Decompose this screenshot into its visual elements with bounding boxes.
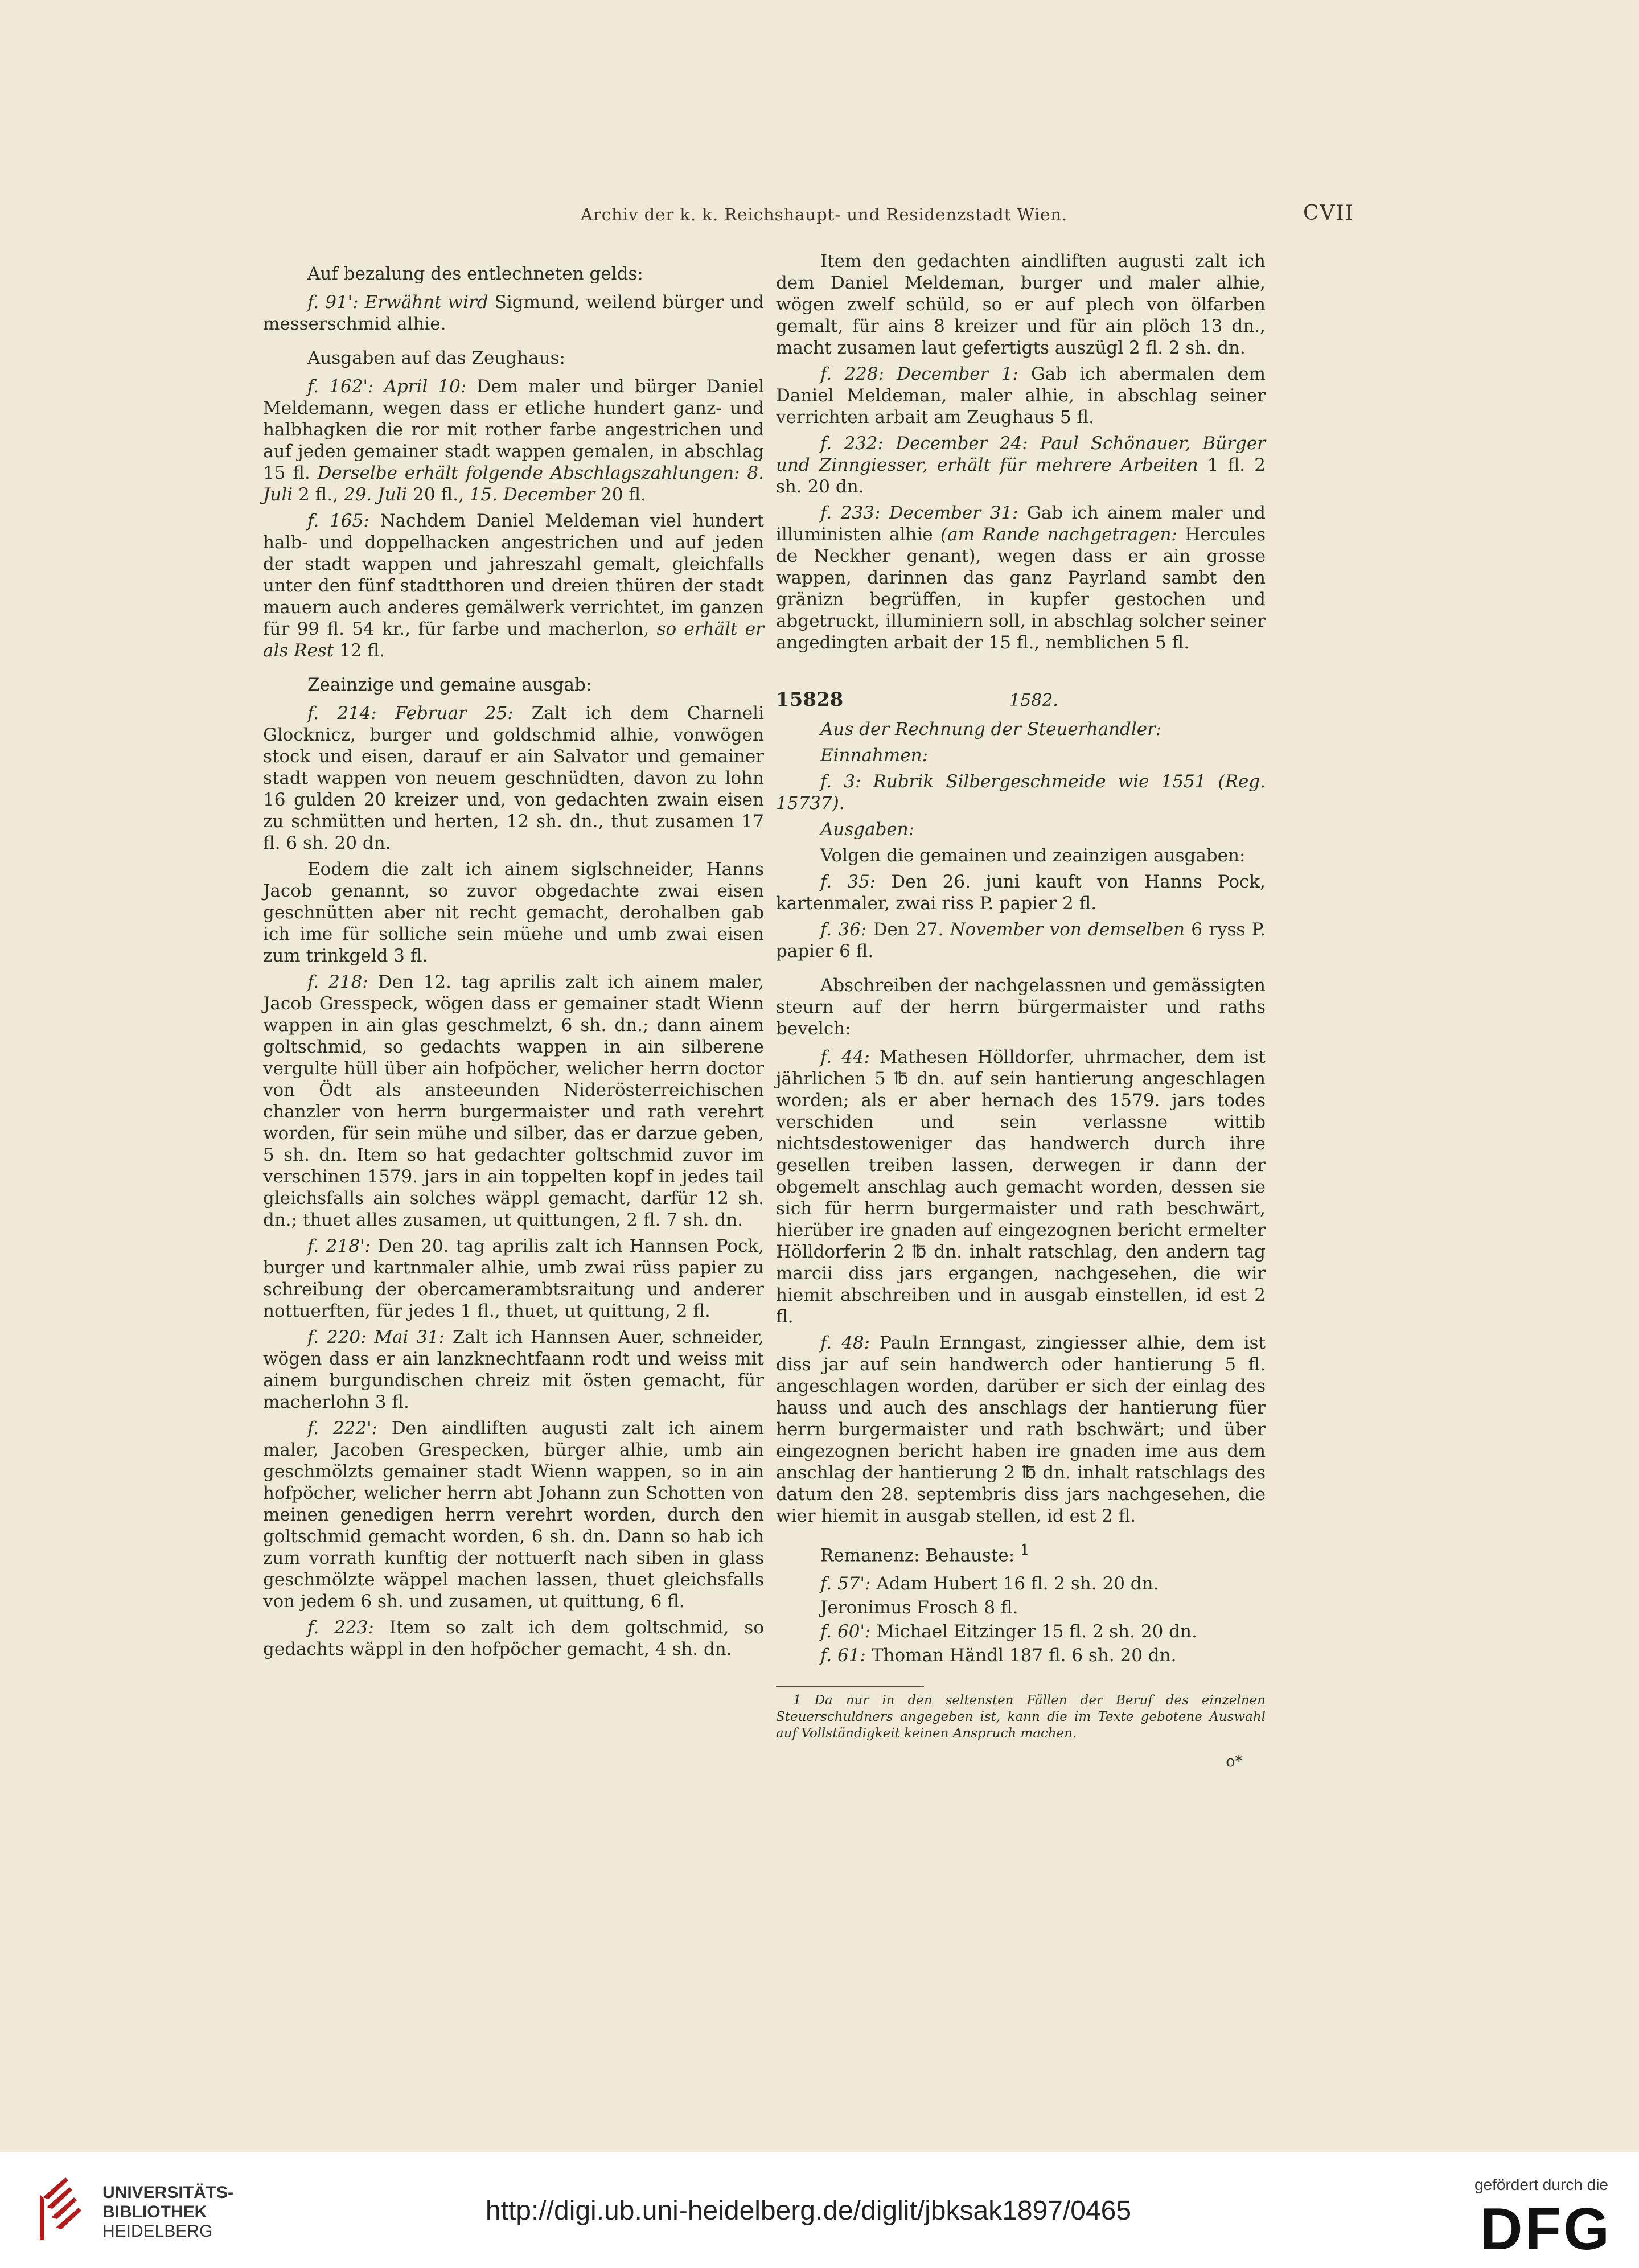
remanenz-list bbox=[820, 1573, 1266, 1666]
list-item: f. 57': Adam Hubert 16 fl. 2 sh. 20 dn. bbox=[820, 1573, 1159, 1595]
running-title: Archiv der k. k. Reichshaupt- und Residenzstadt Wien. bbox=[581, 205, 1068, 224]
paragraph: f. 233: December 31: Gab ich ainem maler und illuministen alhie (am Rande nachgetragen: Hercules de Neckher genant), wegen dass er ain grosse wappen, darinnen das ganz Payrland sambt den gränizn begrüffen, in kupfer gestochen und abgetruckt, illuminiern soll, in abschlag solcher seiner angedingten arbait der 15 fl., nemblichen 5 fl. bbox=[776, 503, 1266, 653]
paragraph: f. 36: Den 27. November von demselben 6 ryss P. papier 6 fl. bbox=[776, 919, 1266, 962]
university-name[interactable] bbox=[102, 2183, 233, 2241]
paragraph: f. 3: Rubrik Silbergeschmeide wie 1551 (Reg. 15737). bbox=[776, 771, 1266, 813]
paragraph: f. 223: Item so zalt ich dem goltschmid, so gedachts wäppl in den hofpöcher gemacht, 4 sh. dn. bbox=[263, 1617, 764, 1659]
page-number: CVII bbox=[1303, 202, 1354, 225]
list-item: f. 61: Thoman Händl 187 fl. 6 sh. 20 dn. bbox=[820, 1645, 1177, 1666]
paragraph: f. 222': Den aindliften augusti zalt ich ainem maler, Jacoben Grespecken, bürger alhie, umb ain geschmölzts gemainer stadt Wienn wappen, so in ain hofpöcher, welicher herrn abt Johann zun Schotten von meinen genedigen herrn verehrt worden, durch den goltschmid gemacht worden, 6 sh. dn. Dann so hab ich zum vorrath kunftig der nottuerft nach siben in glass geschmölzte wäppel machen lassen, thuet gleichsfalls von jedem 6 sh. und zusamen, ut quittung, 6 fl. bbox=[263, 1418, 764, 1612]
paragraph: f. 35: Den 26. juni kauft von Hanns Pock, kartenmaler, zwai riss P. papier 2 fl. bbox=[776, 872, 1266, 914]
paragraph: f. 220: Mai 31: Zalt ich Hannsen Auer, schneider, wögen dass er ain lanzknechtfaann rodt und weiss mit ainem burgundischen chreiz mit östen gemacht, für macherlohn 3 fl. bbox=[263, 1327, 764, 1412]
signature-mark: o* bbox=[1226, 1753, 1243, 1771]
paragraph: Ausgaben auf das Zeughaus: bbox=[307, 348, 565, 368]
paragraph: Remanenz: Behauste: $^1$ bbox=[820, 1542, 1030, 1566]
library-line-3: HEIDELBERG bbox=[102, 2222, 213, 2241]
right-column bbox=[776, 250, 1266, 1773]
list-item: Jeronimus Frosch 8 fl. bbox=[820, 1597, 1018, 1618]
paragraph: f. 165: Nachdem Daniel Meldeman viel hundert halb- und doppelhacken angestrichen und auf jeden der stadt wappen und jahreszahl gemalt, gleichfalls unter den fünf stadtthoren und dreien thüren der stadt mauern auch anderes gemälwerk verrichtet, im ganzen für 99 fl. 54 kr., für farbe und macherlon, so erhält er als Rest 12 fl. bbox=[263, 511, 764, 661]
paragraph: Item den gedachten aindliften augusti zalt ich dem Daniel Meldeman, burger und maler alhie, wögen zwelf schüld, so er auf plech von ölfarben gemalt, für ains 8 kreizer und für ain plöch 13 dn., macht zusamen laut gefertigts auszügl 2 fl. 2 sh. dn. bbox=[776, 251, 1266, 358]
paragraph: f. 162': April 10: Dem maler und bürger Daniel Meldemann, wegen dass er etliche hundert ganz- und halbhagken die ror mit rother farbe angestrichen und auf jeden gemainer stadt wappen gemalen, in abschlag 15 fl. Derselbe erhält folgende Abschlagszahlungen: 8. Juli 2 fl., 29. Juli 20 fl., 15. December 20 fl. bbox=[263, 376, 764, 505]
footnote: 1 Da nur in den seltensten Fällen der Beruf des einzelnen Steuerschuldners angegeben ist, kann die im Texte gebotene Auswahl auf Vollständigkeit keinen Anspruch machen. bbox=[776, 1693, 1266, 1741]
entry-number: 15828 bbox=[776, 688, 844, 711]
paragraph: f. 232: December 24: Paul Schönauer, Bürger und Zinngiesser, erhält für mehrere Arbeiten 1 fl. 2 sh. 20 dn. bbox=[776, 433, 1266, 497]
entry-year: 1582. bbox=[1009, 691, 1058, 710]
paragraph: f. 218': Den 20. tag aprilis zalt ich Hannsen Pock, burger und kartnmaler alhie, umb zwai rüss papier zu schreibung der obercamerambtsraitung und anderer nottuerften, für jedes 1 fl., thuet, ut quittung, 2 fl. bbox=[263, 1236, 764, 1321]
right-column-top bbox=[776, 250, 1266, 654]
paragraph: f. 214: Februar 25: Zalt ich dem Charneli Glocknicz, burger und goldschmid alhie, vonwögen stock und eisen, darauf er ain Salvator und gemainer stadt wappen von neuem geschnüdten, davon zu lohn 16 gulden 20 kreizer und, von gedachten zwain eisen zu schmütten und herten, 12 sh. dn., thut zusamen 17 fl. 6 sh. 20 dn. bbox=[263, 703, 764, 853]
funded-by-label: gefördert durch die bbox=[1474, 2176, 1608, 2193]
paragraph: Zeainzige und gemaine ausgab: bbox=[307, 675, 592, 695]
paragraph: Volgen die gemainen und zeainzigen ausgaben: bbox=[820, 845, 1246, 866]
paragraph: f. 48: Pauln Ernngast, zingiesser alhie, dem ist diss jar auf sein handwerch oder hantierung 5 fl. angeschlagen worden, darüber er sich der einlag des hauss und auch des anschlags der hantierung füer herrn burgermaister und rath bschwärt; und über eingezognen bericht haben ire gnaden ime aus dem anschlag der hantierung 2 ℔ dn. inhalt ratschlags des datum den 28. septembris diss jars nachgesehen, die wier hiemit in ausgab stellen, id est 2 fl. bbox=[776, 1333, 1266, 1526]
library-line-1: UNIVERSITÄTS- bbox=[102, 2183, 234, 2202]
viewer-footer bbox=[0, 2152, 1639, 2268]
paragraph: Einnahmen: bbox=[820, 745, 929, 766]
paragraph: Ausgaben: bbox=[820, 819, 915, 840]
paragraph: Aus der Rechnung der Steuerhandler: bbox=[820, 719, 1162, 739]
paragraph: Eodem die zalt ich ainem siglschneider, Hanns Jacob genannt, so zuvor obgedachte zwai eisen geschnütten aber nit recht gemacht, derohalben gab ich ime für solliche sein müehe und umb zwai eisen zum trinkgeld 3 fl. bbox=[263, 859, 764, 966]
paragraph: Auf bezalung des entlechneten gelds: bbox=[307, 264, 643, 284]
right-column-bottom bbox=[776, 718, 1266, 1566]
university-logo-icon[interactable] bbox=[34, 2172, 91, 2246]
paragraph: f. 91': Erwähnt wird Sigmund, weilend bürger und messerschmid alhie. bbox=[263, 292, 764, 334]
list-item: f. 60': Michael Eitzinger 15 fl. 2 sh. 20 dn. bbox=[820, 1621, 1197, 1642]
document-entry-heading bbox=[776, 689, 1266, 710]
paragraph: Abschreiben der nachgelassnen und gemässigten steurn auf der herrn bürgermaister und raths bevelch: bbox=[776, 975, 1266, 1039]
dfg-logo[interactable]: DFG bbox=[1480, 2196, 1612, 2262]
paragraph: f. 218: Den 12. tag aprilis zalt ich ainem maler, Jacob Gresspeck, wögen dass er gemainer stadt Wienn wappen in ain glas geschmelzt, 6 sh. dn.; dann ainem goltschmid, so gedachts wappen in ain silberene vergulte hüll über ain hofpöcher, welicher herrn doctor von Ödt als ansteeunden Niderösterreichischen chanzler von herrn burgermaister und rath verehrt worden, für sein mühe und silber, das er darzue geben, 5 sh. dn. Item so hat gedachter goltschmid zuvor im verschinen 1579. jars in ain toppelten kopf in jedes tail gleichsfalls ain solches wäppl gemacht, darfür 12 sh. dn.; thuet alles zusamen, ut quittungen, 2 fl. 7 sh. dn. bbox=[263, 972, 764, 1230]
paragraph: f. 44: Mathesen Hölldorfer, uhrmacher, dem ist jährlichen 5 ℔ dn. auf sein hantierung angeschlagen worden; als er aber hernach des 1579. jars todes verschiden und sein verlassne wittib nichtsdestoweniger das handwerch durch ihre gesellen treiben lassen, derwegen ir dann der obgemelt anschlag auch gemacht worden, dessen sie sich für herrn burgermaister und rath beschwärt, hierüber ire gnaden auf eingezognen bericht ermelter Hölldorferin 2 ℔ dn. inhalt ratschlag, den andern tag marcii diss jars ergangen, nachgesehen, die wir hiemit abschreiben und in ausgab einstellen, id est 2 fl. bbox=[776, 1047, 1266, 1327]
footnote-rule bbox=[776, 1686, 924, 1687]
library-line-2: BIBLIOTHEK bbox=[102, 2203, 207, 2221]
left-column bbox=[263, 250, 764, 1665]
paragraph: f. 228: December 1: Gab ich abermalen dem Daniel Meldeman, maler alhie, in abschlag seiner verrichten arbait am Zeughaus 5 fl. bbox=[776, 364, 1266, 428]
permalink-url[interactable]: http://digi.ub.uni-heidelberg.de/diglit/jbksak1897/0465 bbox=[485, 2196, 1132, 2226]
